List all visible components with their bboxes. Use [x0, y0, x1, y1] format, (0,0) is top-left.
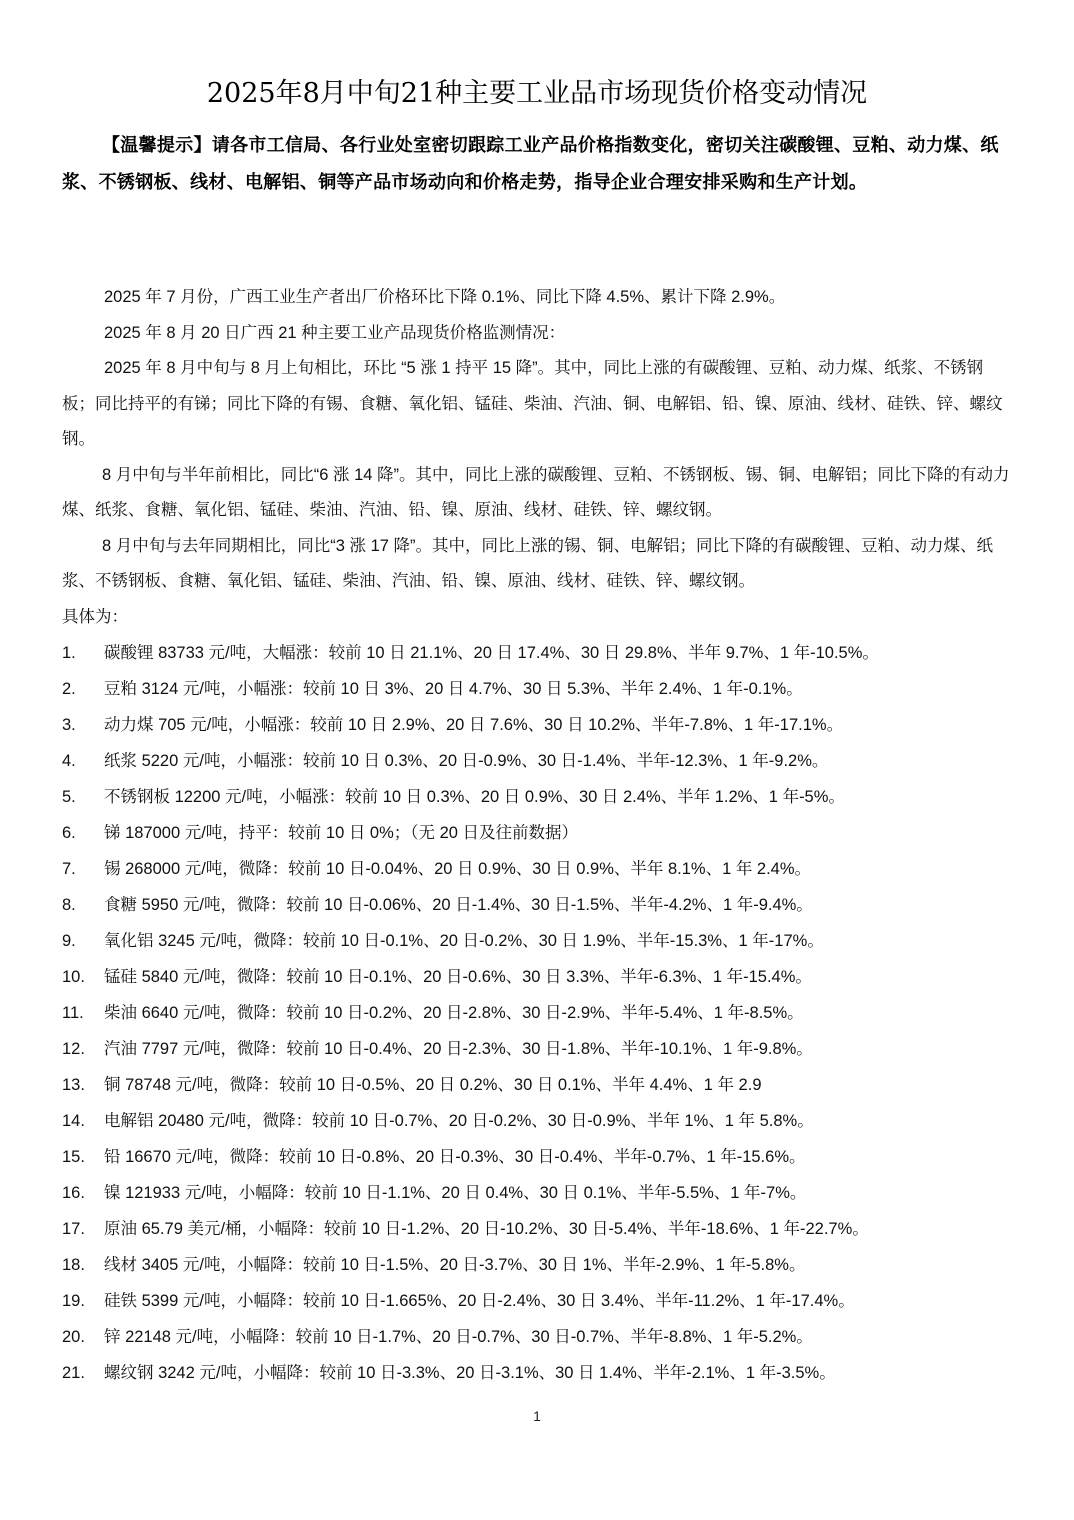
list-item-text: 线材 3405 元/吨，小幅降：较前 10 日-1.5%、20 日-3.7%、30 日 1%、半年-2.9%、1 年-5.8%。: [104, 1256, 806, 1274]
list-item-number: 1.: [62, 644, 76, 662]
list-item-text: 锡 268000 元/吨，微降：较前 10 日-0.04%、20 日 0.9%、30 日 0.9%、半年 8.1%、1 年 2.4%。: [104, 860, 812, 878]
list-item-text: 硅铁 5399 元/吨，小幅降：较前 10 日-1.665%、20 日-2.4%、30 日 3.4%、半年-11.2%、1 年-17.4%。: [104, 1292, 855, 1310]
list-item: [62, 707, 1012, 743]
list-item-text: 豆粕 3124 元/吨，小幅涨：较前 10 日 3%、20 日 4.7%、30 日 5.3%、半年 2.4%、1 年-0.1%。: [104, 680, 803, 698]
list-item-number: 15.: [62, 1148, 85, 1166]
list-item-number: 17.: [62, 1220, 85, 1238]
list-item-text: 螺纹钢 3242 元/吨，小幅降：较前 10 日-3.3%、20 日-3.1%、30 日 1.4%、半年-2.1%、1 年-3.5%。: [104, 1364, 836, 1382]
list-item-number: 19.: [62, 1292, 85, 1310]
list-item-number: 14.: [62, 1112, 85, 1130]
list-item: [62, 851, 1012, 887]
list-item: [62, 1355, 1012, 1391]
list-item-text: 食糖 5950 元/吨，微降：较前 10 日-0.06%、20 日-1.4%、30 日-1.5%、半年-4.2%、1 年-9.4%。: [104, 896, 813, 914]
list-item-text: 氧化铝 3245 元/吨，微降：较前 10 日-0.1%、20 日-0.2%、30 日 1.9%、半年-15.3%、1 年-17%。: [104, 932, 824, 950]
paragraph-month-on-month: 2025 年 8 月中旬与 8 月上旬相比，环比 “5 涨 1 持平 15 降”。其中，同比上涨的有碳酸锂、豆粕、动力煤、纸浆、不锈钢板；同比持平的有锑；同比下降的有锡、食糖、氧化铝、锰硅、柴油、汽油、铜、电解铝、铅、镍、原油、线材、硅铁、锌、螺纹钢。: [62, 359, 1003, 448]
list-item: [62, 1247, 1012, 1283]
paragraph-ppi-july: 2025 年 7 月份，广西工业生产者出厂价格环比下降 0.1%、同比下降 4.5%、累计下降 2.9%。: [104, 288, 786, 306]
list-item: [62, 1031, 1012, 1067]
list-item: [62, 923, 1012, 959]
list-item-number: 5.: [62, 788, 76, 806]
list-item-text: 不锈钢板 12200 元/吨，小幅涨：较前 10 日 0.3%、20 日 0.9%、30 日 2.4%、半年 1.2%、1 年-5%。: [104, 788, 845, 806]
list-item-number: 16.: [62, 1184, 85, 1202]
list-item-text: 原油 65.79 美元/桶，小幅降：较前 10 日-1.2%、20 日-10.2%、30 日-5.4%、半年-18.6%、1 年-22.7%。: [104, 1220, 869, 1238]
list-item-text: 汽油 7797 元/吨，微降：较前 10 日-0.4%、20 日-2.3%、30 日-1.8%、半年-10.1%、1 年-9.8%。: [104, 1040, 813, 1058]
list-item: [62, 1139, 1012, 1175]
list-item-text: 锌 22148 元/吨，小幅降：较前 10 日-1.7%、20 日-0.7%、30 日-0.7%、半年-8.8%、1 年-5.2%。: [104, 1328, 813, 1346]
list-item: [62, 1067, 1012, 1103]
list-item-text: 碳酸锂 83733 元/吨，大幅涨：较前 10 日 21.1%、20 日 17.4%、30 日 29.8%、半年 9.7%、1 年-10.5%。: [104, 644, 879, 662]
list-item: [62, 995, 1012, 1031]
list-item-text: 电解铝 20480 元/吨，微降：较前 10 日-0.7%、20 日-0.2%、30 日-0.9%、半年 1%、1 年 5.8%。: [104, 1112, 814, 1130]
list-item-number: 9.: [62, 932, 76, 950]
paragraph-details-heading: 具体为：: [62, 607, 128, 626]
list-item: [62, 635, 1012, 671]
list-item-text: 动力煤 705 元/吨，小幅涨：较前 10 日 2.9%、20 日 7.6%、30 日 10.2%、半年-7.8%、1 年-17.1%。: [104, 716, 844, 734]
list-item-number: 8.: [62, 896, 76, 914]
warm-tip-paragraph: 【温馨提示】请各市工信局、各行业处室密切跟踪工业产品价格指数变化，密切关注碳酸锂、豆粕、动力煤、纸浆、不锈钢板、线材、电解铝、铜等产品市场动向和价格走势，指导企业合理安排采购和生产计划。: [62, 135, 999, 193]
list-item: [62, 1175, 1012, 1211]
list-item: [62, 671, 1012, 707]
list-item-number: 4.: [62, 752, 76, 770]
list-item-text: 锑 187000 元/吨，持平：较前 10 日 0%；（无 20 日及往前数据）: [104, 824, 579, 842]
document-body: [62, 280, 1012, 1391]
paragraph-monitoring-intro: 2025 年 8 月 20 日广西 21 种主要工业产品现货价格监测情况：: [104, 323, 566, 342]
list-item-text: 柴油 6640 元/吨，微降：较前 10 日-0.2%、20 日-2.8%、30 日-2.9%、半年-5.4%、1 年-8.5%。: [104, 1004, 804, 1022]
list-item-text: 纸浆 5220 元/吨，小幅涨：较前 10 日 0.3%、20 日-0.9%、30 日-1.4%、半年-12.3%、1 年-9.2%。: [104, 752, 829, 770]
list-item-number: 18.: [62, 1256, 85, 1274]
list-item-number: 10.: [62, 968, 85, 986]
list-item-number: 11.: [62, 1004, 84, 1022]
document-title: 2025年8月中旬21种主要工业品市场现货价格变动情况: [206, 78, 868, 109]
list-item: [62, 887, 1012, 923]
list-item-text: 锰硅 5840 元/吨，微降：较前 10 日-0.1%、20 日-0.6%、30 日 3.3%、半年-6.3%、1 年-15.4%。: [104, 968, 812, 986]
list-item-number: 2.: [62, 680, 76, 698]
list-item-number: 13.: [62, 1076, 85, 1094]
list-item-text: 镍 121933 元/吨，小幅降：较前 10 日-1.1%、20 日 0.4%、30 日 0.1%、半年-5.5%、1 年-7%。: [104, 1184, 807, 1202]
list-item: [62, 1283, 1012, 1319]
list-item: [62, 959, 1012, 995]
list-item-number: 6.: [62, 824, 76, 842]
list-item-text: 铅 16670 元/吨，微降：较前 10 日-0.8%、20 日-0.3%、30 日-0.4%、半年-0.7%、1 年-15.6%。: [104, 1148, 806, 1166]
list-item-number: 20.: [62, 1328, 85, 1346]
list-item: [62, 1211, 1012, 1247]
list-item: [62, 743, 1012, 779]
paragraph-year-on-year: 8 月中旬与去年同期相比，同比“3 涨 17 降”。其中，同比上涨的锡、铜、电解铝；同比下降的有碳酸锂、豆粕、动力煤、纸浆、不锈钢板、食糖、氧化铝、锰硅、柴油、汽油、铅、镍、原油、线材、硅铁、锌、螺纹钢。: [62, 536, 994, 590]
list-item-number: 21.: [62, 1364, 85, 1382]
list-item: [62, 1103, 1012, 1139]
price-item-list: [62, 635, 1012, 1391]
page-number: 1: [533, 1408, 541, 1424]
list-item-number: 3.: [62, 716, 76, 734]
list-item: [62, 1319, 1012, 1355]
paragraph-half-year: 8 月中旬与半年前相比，同比“6 涨 14 降”。其中，同比上涨的碳酸锂、豆粕、不锈钢板、锡、铜、电解铝；同比下降的有动力煤、纸浆、食糖、氧化铝、锰硅、柴油、汽油、铅、镍、原油、线材、硅铁、锌、螺纹钢。: [62, 465, 1010, 519]
list-item-number: 7.: [62, 860, 76, 878]
list-item: [62, 779, 1012, 815]
list-item-text: 铜 78748 元/吨，微降：较前 10 日-0.5%、20 日 0.2%、30 日 0.1%、半年 4.4%、1 年 2.9: [104, 1076, 762, 1094]
list-item-number: 12.: [62, 1040, 85, 1058]
list-item: [62, 815, 1012, 851]
